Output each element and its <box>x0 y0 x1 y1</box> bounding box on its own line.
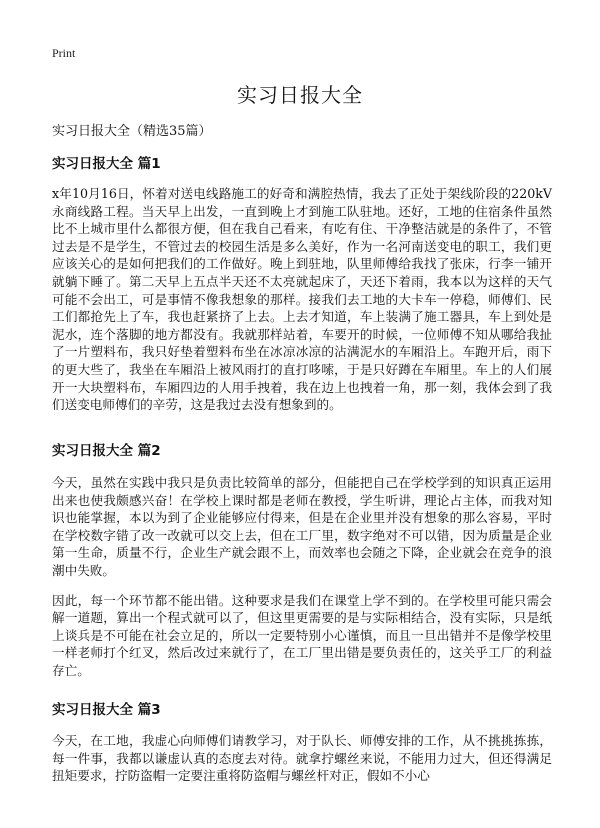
section-heading: 实习日报大全 篇2 <box>52 443 161 459</box>
section-paragraph: x年10月16日，怀着对送电线路施工的好奇和满腔热情，我去了正处于架线阶段的220kV永商线路工程。当天早上出发，一直到晚上才到施工队驻地。还好，工地的住宿条件虽然比不上城市里什么都很方便，但在我自己看来，有吃有住、干净整洁就是的条件了，不管过去是不是学生，不管过去的校园生活是多么美好，作为一名河南送变电的职工，我们更应该关心的是如何把我们的工作做好。晚上到驻地，队里师傅给我找了张床，行李一铺开就躺下睡了。第二天早上五点半天还不太亮就起床了，天还下着雨，我本以为这样的天气可能不会出工，可是事情不像我想象的那样。接我们去工地的大卡车一停稳，师傅们、民工们都抢先上了车，我也赶紧挤了上去。上去才知道，车上装满了施工器具，车上到处是泥水，连个落脚的地方都没有。我就那样站着，车要开的时候，一位师傅不知从哪给我扯了一片塑料布，我只好垫着塑料布坐在冰凉冰凉的沾满泥水的车厢沿上。车跑开后，雨下的更大些了，我坐在车厢沿上被风雨打的直打哆嗦，于是只好蹲在车厢里。车上的人们展开一大块塑料布，车厢四边的人用手拽着，我在边上也拽着一角，那一刻，我体会到了我们送变电师傅们的辛劳，这是我过去没有想象到的。 <box>52 186 552 413</box>
section-paragraph: 今天，在工地，我虚心向师傅们请教学习，对于队长、师傅安排的工作，从不挑挑拣拣，每一件事，我都以谦虚认真的态度去对待。就拿拧螺丝来说，不能用力过大，但还得满足扭矩要求，拧防盗帽一定要注重将防盗帽与螺丝杆对正，假如不小心 <box>52 733 552 784</box>
section-paragraph: 因此，每一个环节都不能出错。这种要求是我们在课堂上学不到的。在学校里可能只需会解一道题，算出一个程式就可以了，但这里更需要的是与实际相结合，没有实际，只是纸上谈兵是不可能在社会立足的，所以一定要特别小心谨慎，而且一旦出错并不是像学校里一样老师打个红叉，然后改过来就行了，在工厂里出错是要负责任的，这关乎工厂的利益存亡。 <box>52 592 552 678</box>
section-2 <box>52 439 552 680</box>
section-heading: 实习日报大全 篇1 <box>52 156 161 172</box>
page-title: 实习日报大全 <box>237 83 363 107</box>
page-subtitle: 实习日报大全（精选35篇） <box>52 124 212 139</box>
section-paragraph: 今天，虽然在实践中我只是负责比较简单的部分，但能把自己在学校学到的知识真正运用出来也使我颇感兴奋！在学校上课时都是老师在教授，学生听讲，理论占主体，而我对知识也能掌握，本以为到了企业能够应付得来，但是在企业里并没有想象的那么容易，平时在学校数字错了改一改就可以交上去，但在工厂里，数字绝对不可以错，因为质量是企业第一生命，质量不行，企业生产就会跟不上，而效率也会随之下降，企业就会在竞争的浪潮中失败。 <box>52 475 552 578</box>
print-label[interactable]: Print <box>52 46 76 60</box>
section-3 <box>52 698 552 785</box>
section-heading: 实习日报大全 篇3 <box>52 702 161 718</box>
section-1 <box>52 152 552 414</box>
